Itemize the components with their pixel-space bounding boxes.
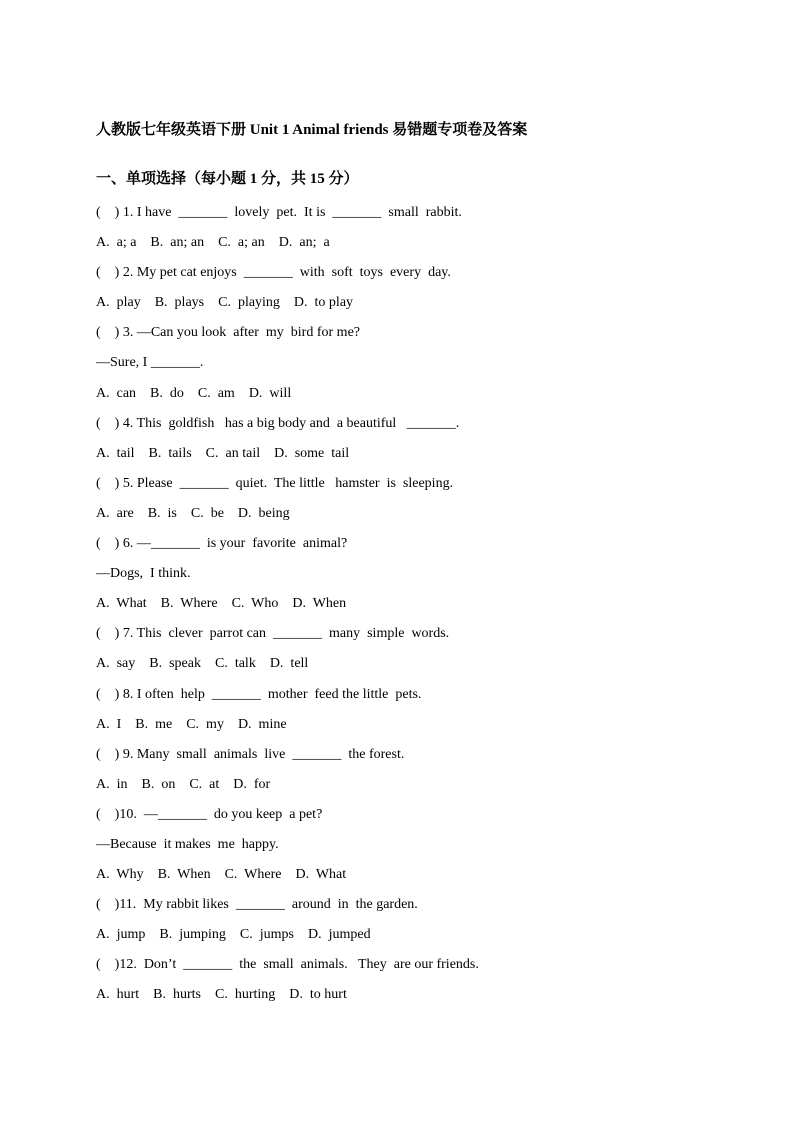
dialogue-line: —Because it makes me happy.	[96, 836, 279, 852]
question-line: ( ) 9. Many small animals live _______ the forest.	[96, 746, 405, 762]
answer-options: A. I B. me C. my D. mine	[96, 716, 287, 732]
answer-options: A. say B. speak C. talk D. tell	[96, 656, 309, 672]
dialogue-line: —Dogs, I think.	[96, 566, 191, 582]
question-line: ( ) 5. Please _______ quiet. The little hamster is sleeping.	[96, 475, 454, 491]
section-title: 一、单项选择（每小题 1 分，共 15 分）	[96, 171, 359, 187]
answer-options: A. hurt B. hurts C. hurting D. to hurt	[96, 987, 347, 1003]
dialogue-line: —Sure, I _______.	[96, 355, 204, 371]
answer-options: A. Why B. When C. Where D. What	[96, 867, 347, 883]
answer-options: A. play B. plays C. playing D. to play	[96, 295, 354, 311]
question-line: ( )11. My rabbit likes _______ around in the garden.	[96, 897, 418, 913]
question-line: ( ) 3. —Can you look after my bird for me?	[96, 325, 360, 341]
answer-options: A. a; a B. an; an C. a; an D. an; a	[96, 235, 330, 251]
answer-options: A. in B. on C. at D. for	[96, 776, 271, 792]
answer-options: A. are B. is C. be D. being	[96, 505, 290, 521]
answer-options: A. can B. do C. am D. will	[96, 385, 292, 401]
document-title: 人教版七年级英语下册 Unit 1 Animal friends 易错题专项卷及答案	[96, 122, 528, 138]
answer-options: A. jump B. jumping C. jumps D. jumped	[96, 927, 371, 943]
question-line: ( ) 7. This clever parrot can _______ many simple words.	[96, 626, 450, 642]
question-line: ( )12. Don’t _______ the small animals. They are our friends.	[96, 957, 479, 973]
answer-options: A. tail B. tails C. an tail D. some tail	[96, 445, 350, 461]
question-line: ( )10. —_______ do you keep a pet?	[96, 806, 323, 822]
question-line: ( ) 2. My pet cat enjoys _______ with soft toys every day.	[96, 265, 451, 281]
question-list	[96, 203, 716, 1016]
answer-options: A. What B. Where C. Who D. When	[96, 596, 347, 612]
question-line: ( ) 4. This goldfish has a big body and a beautiful _______.	[96, 415, 460, 431]
question-line: ( ) 1. I have _______ lovely pet. It is _______ small rabbit.	[96, 205, 462, 220]
question-line: ( ) 6. —_______ is your favorite animal?	[96, 536, 348, 552]
question-line: ( ) 8. I often help _______ mother feed the little pets.	[96, 686, 422, 702]
